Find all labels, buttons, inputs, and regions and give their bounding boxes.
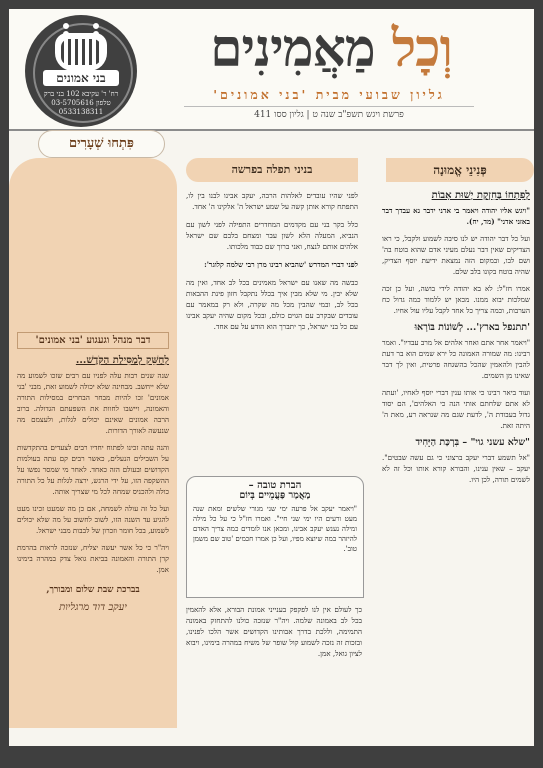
logo xyxy=(25,15,137,127)
sidebar-byline: דבר מנהל וגעגוע 'בני אמונים' xyxy=(17,332,169,349)
sidebar-heading: לְחַשֵּׁק לְמַסִּילַת הַקֹּדֶשׁ... xyxy=(75,355,169,366)
issue-line: פרשת ויגש תשפ"ב שנה ט | גליון ססו 411 xyxy=(184,106,474,120)
right-column xyxy=(382,188,530,728)
middle-lower-text: כך לעולם אין לנו לפקפק בענייני אמונת הבורא, אלא להאמין בכל לב באמונה שלמה. ויה"ר שנזכה כולנו להתחזק באמונה התמימה, וללכת בדרך אבותינו הקדושים אשר הלכו לפנינו, ובזכות זה נזכה לשמוע קול שופר של משיח במהרה בימינו, ויבוא לציון גואל, אמן. xyxy=(186,605,362,658)
sidebar xyxy=(9,158,177,728)
feature-box-text: "ויאמר יעקב אל פרעה ימי שני מגורי שלשים ומאת שנה מעט ורעים היו ימי שני חיי". ואמרו חז"ל כי על כל מילה ומילה נענש יעקב אבינו, ומכאן אנו לומדים כמה צריך האדם להיזהר במה שיוצא מפיו, ועל כן אמרו חכמים 'טוב שם משמן טוב'. xyxy=(193,505,357,553)
feature-box-title: הברת טובה – xyxy=(248,480,302,491)
middle-column xyxy=(186,190,358,490)
sidebar-paragraph: ויה"ר כי כל אשר יעשה יצליח, שנזכה לראות בהרמת קרן התורה והאמונה בביאת גואל צדק במהרה בימינו אמן. xyxy=(17,543,169,574)
right-heading: לְפִתְחוֹ בְּחִזְקַת יְשׁוּת אָבוֹת xyxy=(431,190,530,201)
logo-address: רח' ר' עקיבא 102 בני ברק טלפון 03-5705616 0533138311 xyxy=(43,90,119,116)
middle-paragraph: כלל בקר בני עם מקדמים המחדרים התפילה לפני לשון עם הנביא, המעלה הלא לשון עבר ומצחם בלבם שם ישראל אלהים אותם לנצח, ואני ברוך שם כבוד מלכותו. xyxy=(186,220,358,251)
sidebar-signoff: בברכת שבת שלום ומבורך, xyxy=(46,585,140,595)
sidebar-paragraph: והנה עתה זכינו לפתוח יחדיו רבים לצעדים בהתקדשות על השבילים הנעלים, כאשר רבים קם עתה בעולמות הקדושים ובעולם הזה כאחד. לאחר מי שמסר נפשו על ההשקפה הזו, על ידי הרגש, ירצה לגלות על כל התורה כולה ולהכניס שמחה לכל מי שצריך אותה. xyxy=(17,443,169,496)
right-paragraph: אמרו חז"ל: לא בא יהודה לידי בושה, ועל כן זכה שמלכות יבוא ממנו. מכאן יש ללמוד כמה גדול כח הערבות, וכמה צריך כל אחד לקבל עליו עול אחיו. xyxy=(382,284,530,315)
masthead-part1: וְכָל xyxy=(391,18,452,79)
right-subheading: "שלא עשני גוי" – בִּרְכַּת הַיָּחִיד xyxy=(415,437,530,448)
header xyxy=(9,9,534,131)
crown-icon xyxy=(55,33,107,71)
sidebar-signature: יעקב דוד מרגליות xyxy=(59,602,127,613)
sidebar-title: פִּתְחוּ שְׁעָרִים xyxy=(38,130,165,158)
right-paragraph: ועוד ביאר רבינו כי אותו ענין דברי יוסף לאחיו, 'ועתה לא אתם שלחתם אותי הנה כי האלהים', הם יסוד גדול בעבודת ה', לדעת שגם מה שנראה רע, מאת ה' היתה זאת. xyxy=(382,388,530,430)
subtitle: גליון שבועי מבית 'בני אמונים' xyxy=(213,87,445,102)
right-paragraph: "ויאמר אחר אתם ואחר אלהים אל מרב עבדיו". ואמר רבינו: מה שמורה האמונה כל ירא שמים הוא בר דעת להבין ולהאמין שהכל בהשגחה פרטית, ואין לך דבר שאינו מן השמים. xyxy=(382,338,530,380)
feature-box xyxy=(186,476,364,598)
right-paragraph: "אל תשמע דברי יעקב ברצוני כי גם עשה שבטים". יעקב – שאין ענינו, והבורא קורא אותו וכל זה לא לשמים תורה, לכן היו. xyxy=(382,453,530,484)
sidebar-paragraph: ועל כל זה עולה לשמחה, אם כן מה שמעט זכינו מעט להגיע עד השנה הזו, לשוב לחשוב על מה שלא יכולים לשמוע, בכל חומר וזכרון של לבבות מבני ישראל. xyxy=(17,504,169,535)
right-title: פְּנִינֵי אֱמוּנָה xyxy=(386,158,534,182)
sidebar-body xyxy=(9,355,177,613)
masthead xyxy=(136,13,526,85)
logo-name: בני אמונים xyxy=(43,70,119,86)
feature-box-subtitle: מַאֲמַר פַּעֲמֵיים בְּיוֹם xyxy=(239,490,311,501)
right-paragraph: ועל כל דבר יהודה יש לנו סיבה לשמוע ולקבל, כי ראו הצדיקים שאין דבר נעלם מעיני אדם שהוא בוטח בה' ושם לבו, ובמקום הזה נמצאת ידיעת יוסף הצדיק, שהיה בוטח בקונו בלב שלם. xyxy=(382,234,530,276)
sidebar-paragraph: שנה שנים רבות עלה לפניו עם רבים שזכו לשמוע מה שלא ייחשב. מבחינה שלא יכולה לשמוע זאת, מבני 'בני אמונים' זכו להיות מבחר הבחרים במסילות התורה והאמונה, ויישבו לחוות את השפעתם הגדולה. ברוב הרבה אמונים שאינם יכולים לגלות, ולעצמם מה שנעשה לאורך הדורות. xyxy=(17,371,169,435)
middle-title: בניני תפלה בפרשה xyxy=(186,158,358,182)
middle-paragraph: לפני שהיו עובדים לאלהות הרבה, יעקב אבינו לבנו בין לו, התפתח קורא אותן קשה על שמע ישראל ה' אלקינו ה' אחד. xyxy=(186,191,358,211)
sidebar-spacer xyxy=(9,158,177,318)
masthead-part2: מַאֲמִינִים xyxy=(210,18,375,79)
middle-paragraph: כבשה מה שאנו עם ישראל מאמינים בכל לב אחד, ואין מה שלא יבין. מי שלא מבין איך בכלל נתקבל חזון פינת ההבאות בכל לב, ובמי שהבין מכל מה שקרה, ולא רק במאמר עם עובדים שבקרב עם הגוים כולם, ובכל מקום שהיה יעקב אבינו עם כל בני ישראל, כך יתברך הוא הודע על עם אחד. xyxy=(186,278,358,331)
middle-paragraph: לפני דברי המדרש 'שהביא רבינו מרן רבי שלמה קלוגר': xyxy=(204,260,358,269)
right-subheading: 'תתנפל בארץ'... לְשׁוֹנוֹת בּוֹרְאוּ xyxy=(414,322,530,333)
right-paragraph: "ויגש אליו יהודה ויאמר בי אדני ידבר נא עבדך דבר באזני אדני" (מד, יח). xyxy=(382,206,530,226)
